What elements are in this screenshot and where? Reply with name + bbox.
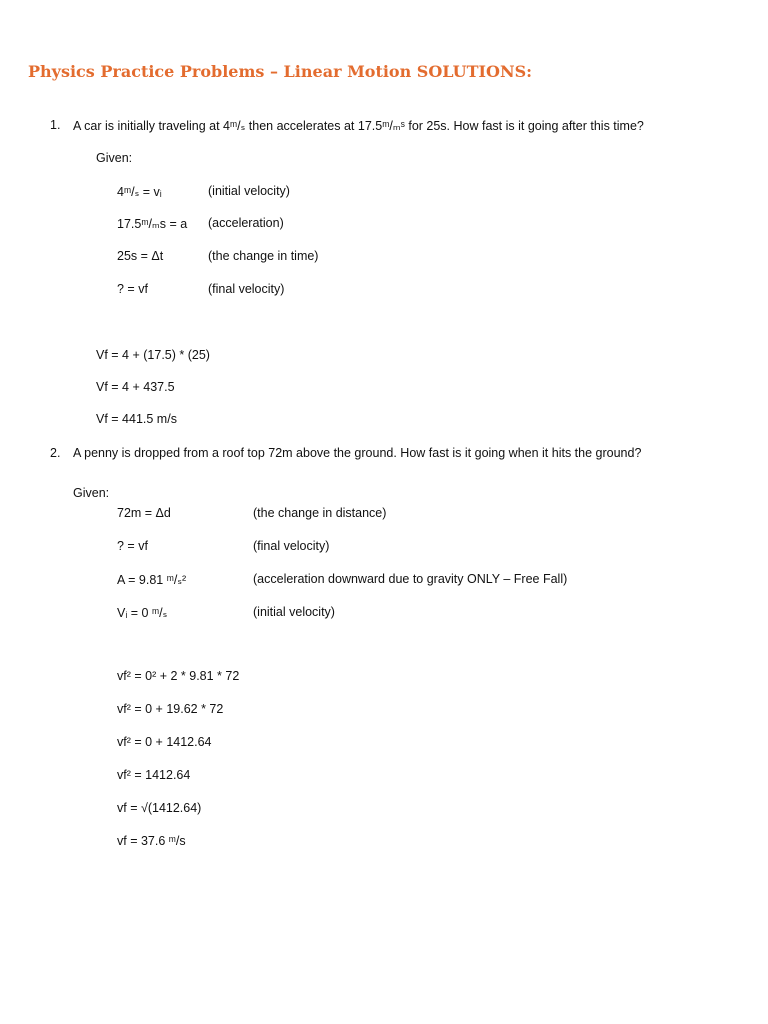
- problem-1-number: 1.: [50, 118, 61, 132]
- problem-1-given-expr: 17.5ᵐ/ₘs = a: [117, 217, 188, 231]
- problem-2-given-label: Given:: [73, 486, 110, 500]
- problem-1-given-desc: (initial velocity): [208, 184, 290, 198]
- problem-2-given-desc: (initial velocity): [253, 605, 335, 619]
- problem-1-given-label: Given:: [96, 151, 133, 165]
- problem-1-given-expr: ? = vf: [117, 282, 148, 296]
- problem-2-step: vf² = 0 + 1412.64: [117, 735, 212, 749]
- problem-2-step: vf = √(1412.64): [117, 801, 202, 815]
- page-title: Physics Practice Problems – Linear Motion SOLUTIONS:: [28, 62, 533, 81]
- problem-1-question: A car is initially traveling at 4ᵐ/ₛ then accelerates at 17.5ᵐ/ₘˢ for 25s. How fast is it going after this time?: [73, 119, 644, 133]
- problem-1-step: Vf = 4 + 437.5: [96, 380, 175, 394]
- problem-2-given-desc: (acceleration downward due to gravity ONLY – Free Fall): [253, 572, 568, 586]
- problem-2-step: vf² = 1412.64: [117, 768, 191, 782]
- problem-2-given-desc: (final velocity): [253, 539, 330, 553]
- problem-2-given-desc: (the change in distance): [253, 506, 387, 520]
- problem-2-step: vf² = 0 + 19.62 * 72: [117, 702, 224, 716]
- problem-1-given-expr: 4ᵐ/ₛ = vᵢ: [117, 185, 162, 199]
- problem-1-step: Vf = 4 + (17.5) * (25): [96, 348, 210, 362]
- problem-1-given-desc: (the change in time): [208, 249, 319, 263]
- problem-1-given-expr: 25s = Δt: [117, 249, 164, 263]
- problem-2-number: 2.: [50, 446, 61, 460]
- problem-2-given-expr: A = 9.81 ᵐ/ₛ²: [117, 573, 187, 587]
- problem-1-given-desc: (final velocity): [208, 282, 285, 296]
- problem-2-given-expr: Vᵢ = 0 ᵐ/ₛ: [117, 606, 168, 620]
- problem-2-given-expr: 72m = Δd: [117, 506, 171, 520]
- problem-1-given-desc: (acceleration): [208, 216, 284, 230]
- problem-2-step: vf² = 0² + 2 * 9.81 * 72: [117, 669, 240, 683]
- problem-1-step: Vf = 441.5 m/s: [96, 412, 177, 426]
- problem-2-step: vf = 37.6 ᵐ/s: [117, 834, 186, 848]
- problem-2-given-expr: ? = vf: [117, 539, 148, 553]
- problem-2-question: A penny is dropped from a roof top 72m above the ground. How fast is it going when it hits the ground?: [73, 446, 642, 460]
